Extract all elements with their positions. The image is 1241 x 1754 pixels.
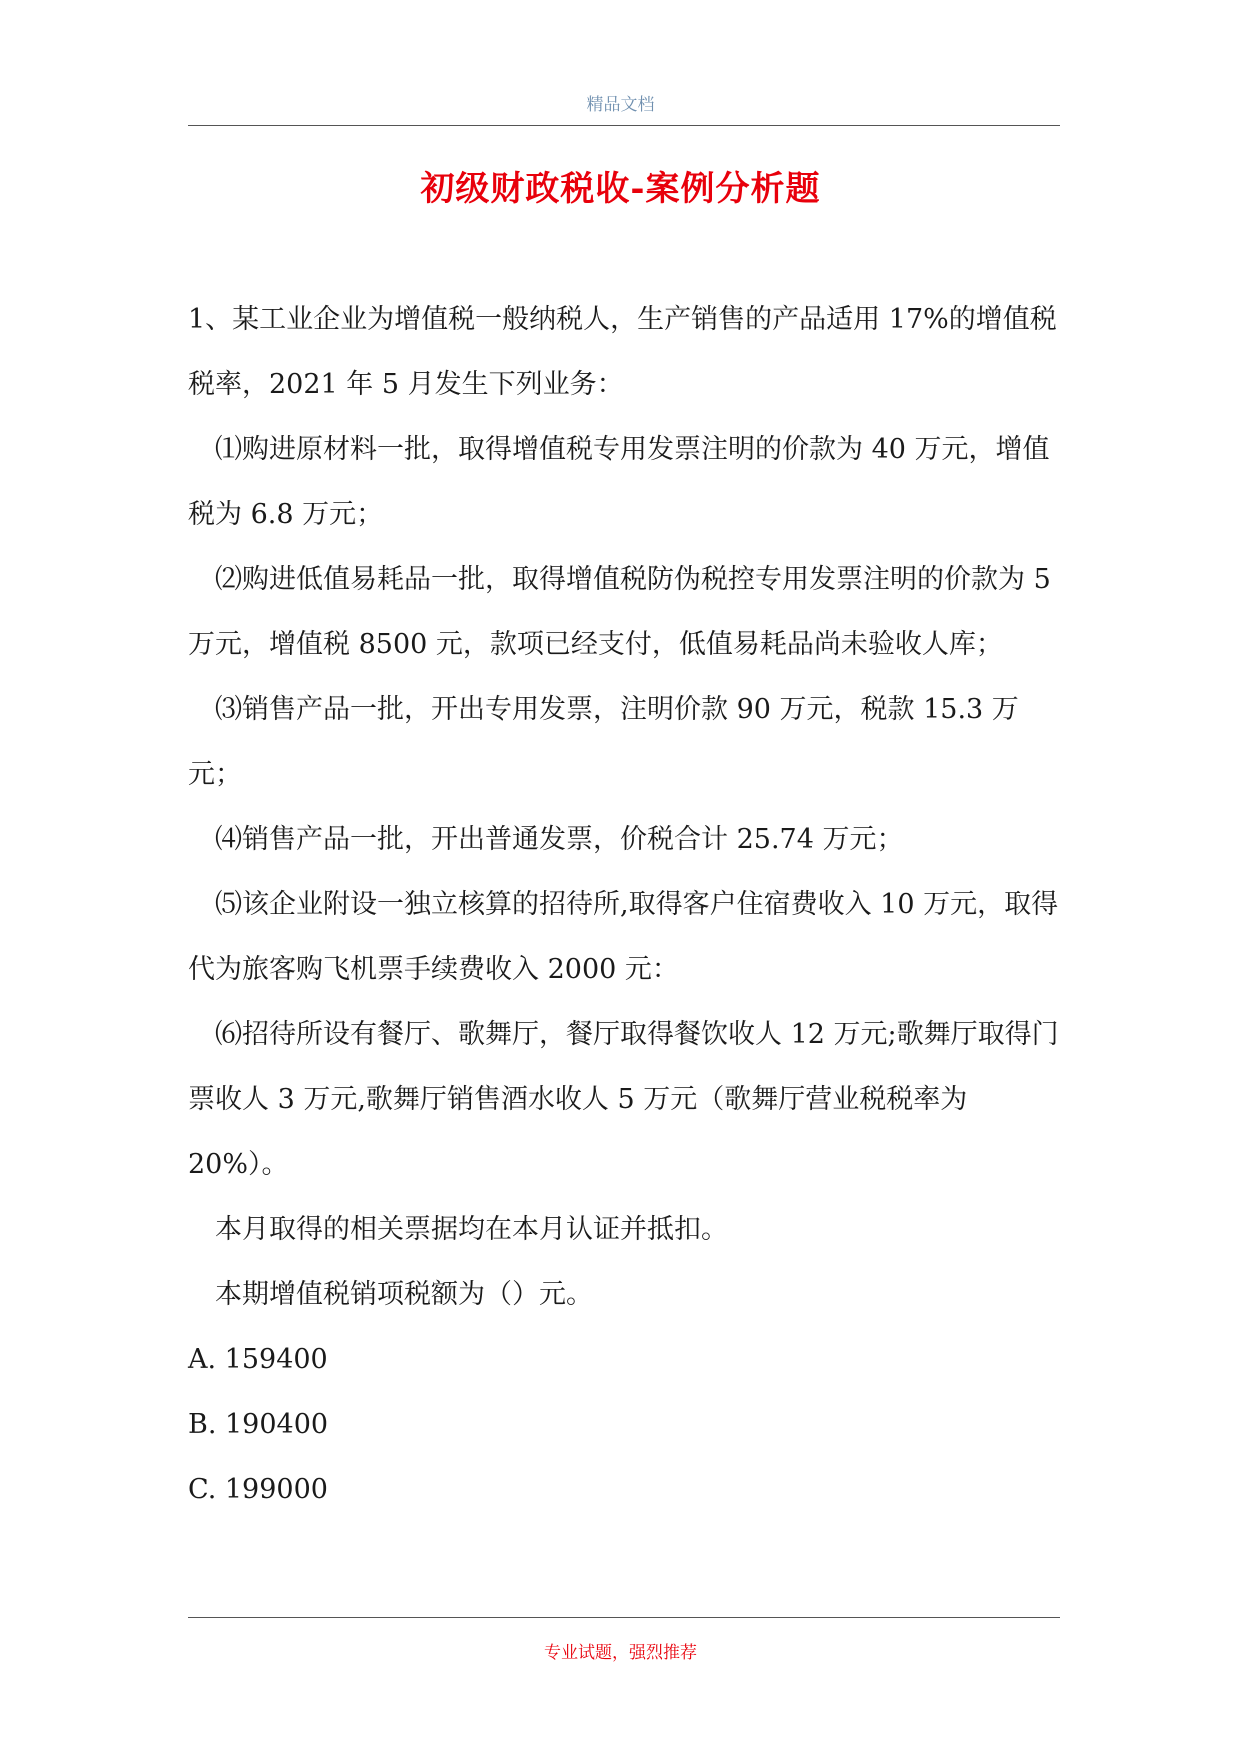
question-item-2: ⑵购进低值易耗品一批，取得增值税防伪税控专用发票注明的价款为 5 万元，增值税 8500 元，款项已经支付，低值易耗品尚未验收人库； [188,564,1051,660]
question-item-4: ⑷销售产品一批，开出普通发票，价税合计 25.74 万元； [215,824,904,855]
question-item-5: ⑸该企业附设一独立核算的招待所,取得客户住宿费收入 10 万元，取得代为旅客购飞机票手续费收入 2000 元： [188,889,1059,985]
question-intro: 1、某工业企业为增值税一般纳税人，生产销售的产品适用 17%的增值税税率，2021 年 5 月发生下列业务： [188,304,1057,400]
page-footer: 专业试题，强烈推荐 [544,1643,697,1663]
question-item-6: ⑹招待所设有餐厅、歌舞厅，餐厅取得餐饮收人 12 万元;歌舞厅取得门票收人 3 万元,歌舞厅销售酒水收人 5 万元（歌舞厅营业税税率为 20%）。 [188,1019,1059,1180]
header-divider [188,125,1060,126]
answer-option-c: C. 199000 [188,1474,328,1505]
question-note: 本月取得的相关票据均在本月认证并抵扣。 [215,1214,728,1245]
question-item-3: ⑶销售产品一批，开出专用发票，注明价款 90 万元，税款 15.3 万元； [188,694,1019,790]
question-item-1: ⑴购进原材料一批，取得增值税专用发票注明的价款为 40 万元，增值税为 6.8 万元； [188,434,1050,530]
question-body [188,287,1060,1522]
answer-option-a: A. 159400 [188,1344,328,1375]
question-prompt: 本期增值税销项税额为（）元。 [215,1279,593,1310]
page-header: 精品文档 [586,95,655,115]
footer-divider [188,1617,1060,1618]
answer-option-b: B. 190400 [188,1409,329,1440]
page-title: 初级财政税收-案例分析题 [420,169,821,209]
